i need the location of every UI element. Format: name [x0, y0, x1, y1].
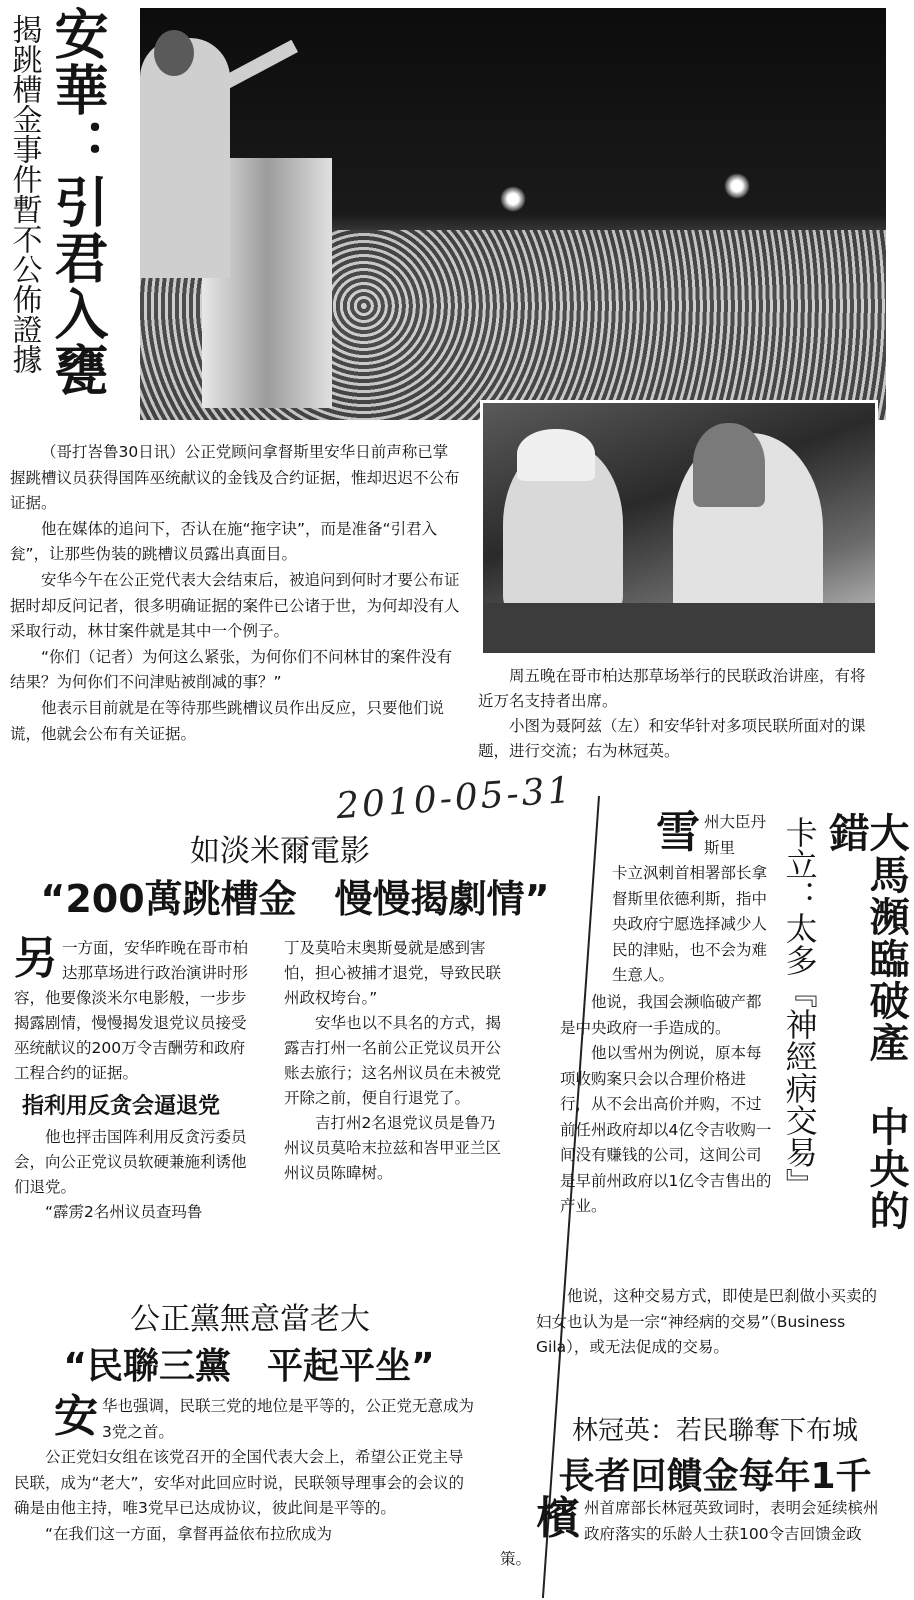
story2-col2-p2: 安华也以不具名的方式，揭露吉打州一名前公正党议员开公账去旅行；这名州议员在未被党开除之前，便自行退党了。 [284, 1014, 502, 1107]
story4-p2: 公正党妇女组在该党召开的全国代表大会上，希望公正党主导民联，成为“老大”，安华对此回应时说，民联领导理事会的会议的确是由他主持，唯3党早已达成协议，彼此间是平等的。 [14, 1448, 465, 1517]
photo-caption [478, 664, 878, 764]
story3-p4: 他说，这种交易方式，即使是巴刹做小买卖的妇女也认为是一宗“神经病的交易”（Business Gila），或无法促成的交易。 [536, 1287, 878, 1356]
story3-p1-rest: 卡立沨剌首相署部长拿督斯里依德利斯，指中央政府宁愿选择减少人民的津贴，也不会为难生意人。 [612, 864, 768, 984]
lead-paragraph: 安华今午在公正党代表大会结束后，被追问到何时才要公布证据时却反问记者，很多明确证据的案件已公诸于世，为何却没有人采取行动，林甘案件就是其中一个例子。 [10, 570, 460, 641]
story2-col2-p3: 吉打州2名退党议员是鲁乃州议员莫哈末拉兹和峇甲亚兰区州议员陈暐树。 [284, 1114, 502, 1182]
story3-vertical-headline: 大馬瀕臨破產 中央的錯 [823, 812, 909, 1232]
story2-col1-p3: “霹雳2名州议员查玛鲁 [45, 1203, 203, 1221]
story3-p2: 他说，我国会濒临破产都是中央政府一手造成的。 [560, 993, 762, 1037]
story4-p3: “在我们这一方面，拿督再益依布拉欣成为 [45, 1524, 333, 1543]
story4-dropcap: 安 [54, 1391, 98, 1442]
story3-vertical-subheadline: 卡立：太多『神經病交易』 [780, 816, 819, 1200]
handwritten-date: 2010-05-31 [334, 769, 575, 828]
story2-kicker: 如淡米爾電影 [190, 834, 370, 869]
lead-paragraph: 他表示目前就是在等待那些跳槽议员作出反应，只要他们说谎，他就会公布有关证据。 [10, 698, 445, 743]
story5-p1: 州首席部长林冠英致词时，表明会延续槟州政府落实的乐龄人士获100令吉回馈金政策。 [500, 1499, 879, 1568]
story5-text [500, 1493, 888, 1573]
story2-col2-p1: 丁及莫哈末奥斯曼就是感到害怕，担心被捕才退党，导致民联州政权垮台。” [284, 939, 502, 1007]
story2-col1-first: 一方面，安华昨晚在哥市柏达那草场进行政治演讲时形容，他要像淡米尔电影般，一步步揭露剧情，慢慢揭发退党议员接受巫统献议的200万令吉酬劳和政府工程合约的证据。 [14, 939, 249, 1082]
lead-paragraph: 他在媒体的追问下，否认在施“拖字诀”，而是准备“引君入瓮”，让那些伪装的跳槽议员露出真面目。 [10, 519, 438, 564]
story2-subhead: 指利用反贪会逼退党 [22, 1094, 221, 1119]
main-rally-photo [140, 8, 886, 420]
story3-p1-first: 州大臣丹斯里 [704, 813, 767, 857]
story5-headline: 長者回饋金每年1千 [558, 1456, 872, 1497]
story2-col2 [284, 936, 510, 1186]
story3-text-full [536, 1284, 886, 1361]
lead-paragraph: （哥打峇鲁30日讯）公正党顾问拿督斯里安华日前声称已掌握跳槽议员获得国阵巫统献议的金钱及合约证据，惟却迟迟不公布证据。 [10, 443, 460, 513]
story4-kicker: 公正黨無意當老大 [130, 1302, 370, 1337]
caption-line-1: 周五晚在哥市柏达那草场举行的民联政治讲座，有将近万名支持者出席。 [478, 667, 866, 710]
lead-paragraph: “你们（记者）为何这么紧张，为何你们不问林甘的案件没有结果？为何你们不问津贴被削减的事？” [10, 647, 453, 692]
story2-dropcap: 另 [14, 933, 58, 984]
headline-anwar-vertical: 安華：引君入甕 [46, 6, 109, 398]
story3-p3: 他以雪州为例说，原本每项收购案只会以合理价格进行，从不会出高价并购，不过前任州政府却以4亿令吉收购一间没有赚钱的公司，这间公司是早前州政府以1亿令吉售出的产业。 [560, 1044, 772, 1215]
story3-text-wide [560, 990, 774, 1220]
story3-text [612, 807, 774, 989]
story5-dropcap: 檳 [536, 1493, 580, 1544]
story2-col1-p2: 他也抨击国阵利用反贪污委员会，向公正党议员软硬兼施利诱他们退党。 [14, 1128, 247, 1196]
lead-story [10, 440, 462, 747]
story4-text [14, 1391, 476, 1547]
story2-col1 [14, 933, 254, 1225]
story4-p1: 华也强调，民联三党的地位是平等的，公正党无意成为3党之首。 [102, 1397, 475, 1441]
subheadline-vertical: 揭跳槽金事件暫不公佈證據 [6, 14, 42, 374]
story4-headline: “民聯三黨 平起平坐” [63, 1346, 435, 1387]
story2-headline: “200萬跳槽金 慢慢揭劇情” [40, 877, 550, 921]
caption-line-2: 小图为聂阿兹（左）和安华针对多项民联所面对的课题，进行交流；右为林冠英。 [478, 717, 866, 760]
story3-dropcap: 雪 [656, 807, 700, 858]
story5-kicker: 林冠英：若民聯奪下布城 [571, 1416, 858, 1446]
inset-photo [480, 400, 878, 656]
